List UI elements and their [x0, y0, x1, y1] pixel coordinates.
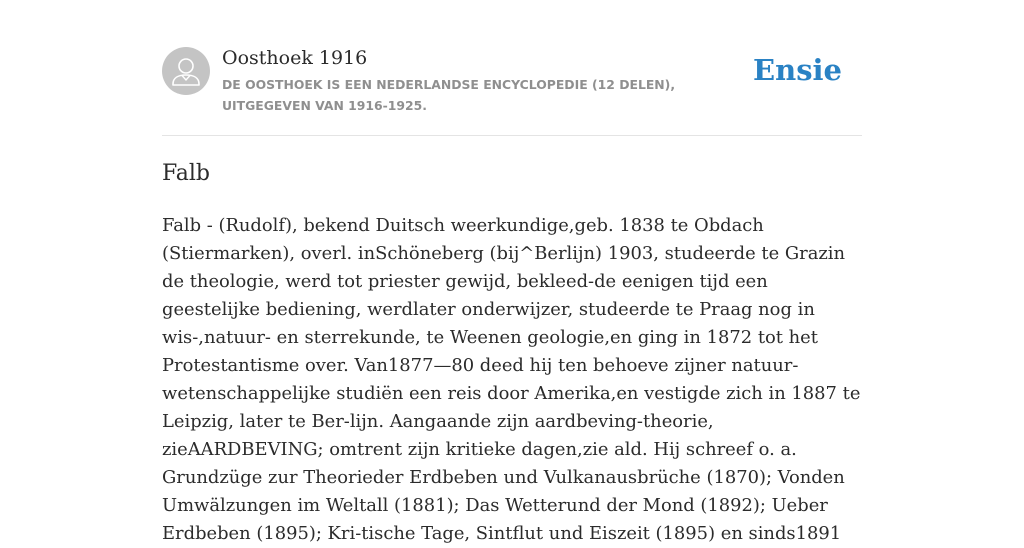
source-header: [162, 46, 862, 135]
ensie-logo[interactable]: Ensie: [753, 53, 842, 87]
entry-body: Falb - (Rudolf), bekend Duitsch weerkundige,geb. 1838 te Obdach (Stiermarken), overl. inSchöneberg (bij^Berlijn) 1903, studeerde te Grazin de theologie, werd tot priester gewijd, bekleed-de eenigen tijd een geestelijke bediening, werdlater onderwijzer, studeerde te Praag nog in wis-,natuur- en sterrekunde, te Weenen geologie,en ging in 1872 tot het Protestantisme over. Van1877—80 deed hij ten behoeve zijner natuur-wetenschappelijke studiën een reis door Amerika,en vestigde zich in 1887 te Leipzig, later te Ber-lijn. Aangaande zijn aardbeving-theorie, zieAARDBEVING; omtrent zijn kritieke dagen,zie ald. Hij schreef o. a. Grundzüge zur Theorieder Erdbeben und Vulkanausbrüche (1870); Vonden Umwälzungen im Weltall (1881); Das Wetterund der Mond (1892); Ueber Erdbeben (1895); Kri-tische Tage, Sintflut und Eiszeit (1895) en sinds1891: [162, 215, 861, 544]
source-avatar[interactable]: [162, 47, 210, 95]
header-divider: [162, 135, 862, 136]
user-placeholder-icon: [162, 47, 210, 95]
source-description: DE OOSTHOEK IS EEN NEDERLANDSE ENCYCLOPEDIE (12 DELEN), UITGEGEVEN VAN 1916-1925.: [222, 77, 676, 113]
entry-title: Falb: [162, 161, 211, 186]
source-title[interactable]: Oosthoek 1916: [222, 47, 368, 69]
